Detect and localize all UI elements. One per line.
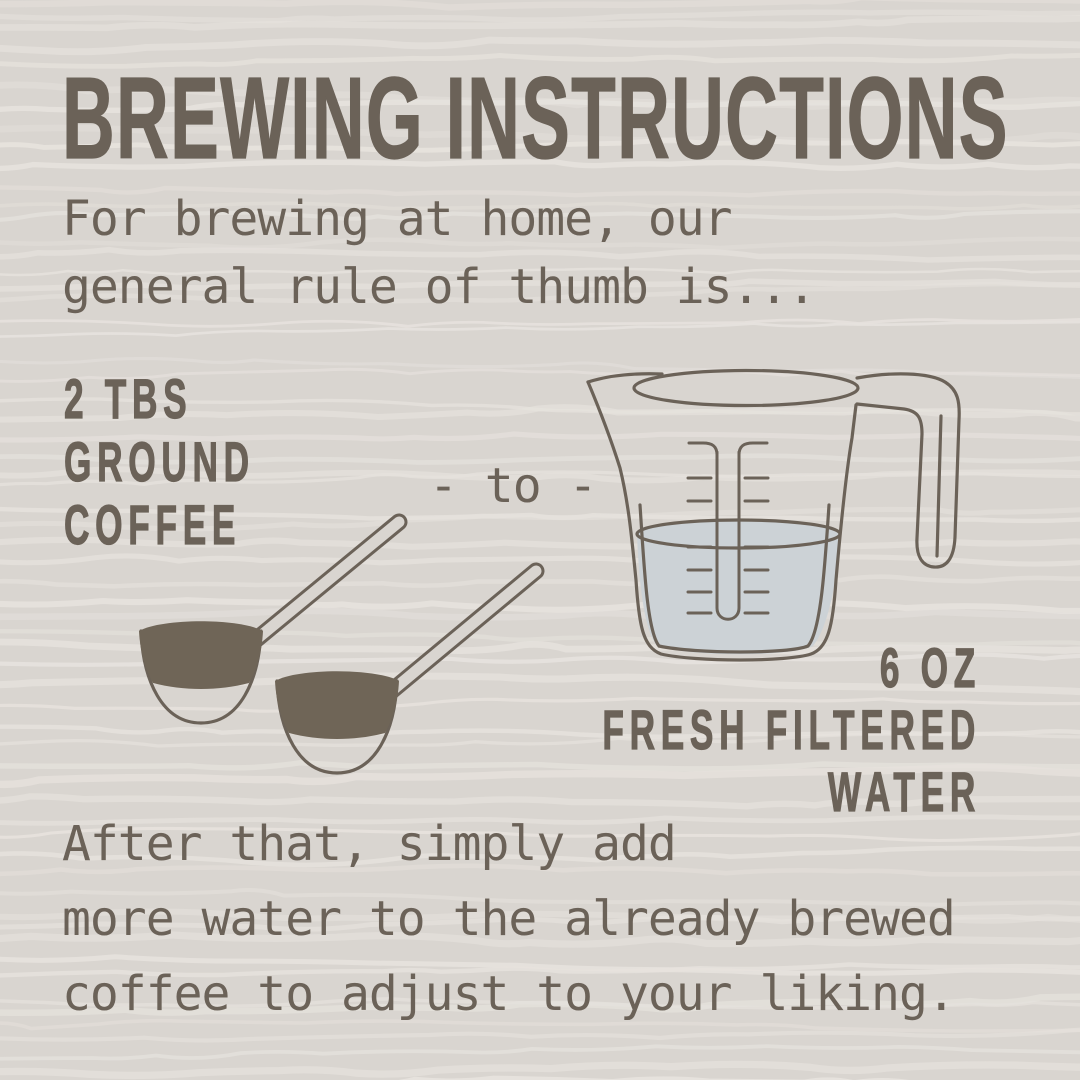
measuring-cup-icon (588, 371, 959, 661)
coffee-amount-line-2: GROUND (64, 430, 255, 493)
water-amount-label (602, 637, 981, 823)
page-title: BREWING INSTRUCTIONS (62, 53, 1009, 183)
footer-line-1: After that, simply add (62, 816, 676, 872)
water-amount-line-2: FRESH FILTERED (602, 698, 981, 761)
footer-text (62, 807, 955, 1032)
footer-line-2: more water to the already brewed (62, 891, 955, 947)
intro-line-2: general rule of thumb is... (62, 259, 816, 315)
footer-line-3: coffee to adjust to your liking. (62, 966, 955, 1022)
ratio-separator: - to - (429, 458, 597, 514)
coffee-scoops-icon (139, 522, 536, 773)
coffee-amount-line-1: 2 TBS (64, 367, 193, 430)
water-amount-line-1: 6 OZ (879, 636, 981, 699)
coffee-amount-line-3: COFFEE (64, 493, 242, 556)
water-amount-line-3: WATER (827, 760, 981, 823)
intro-line-1: For brewing at home, our (62, 191, 732, 247)
